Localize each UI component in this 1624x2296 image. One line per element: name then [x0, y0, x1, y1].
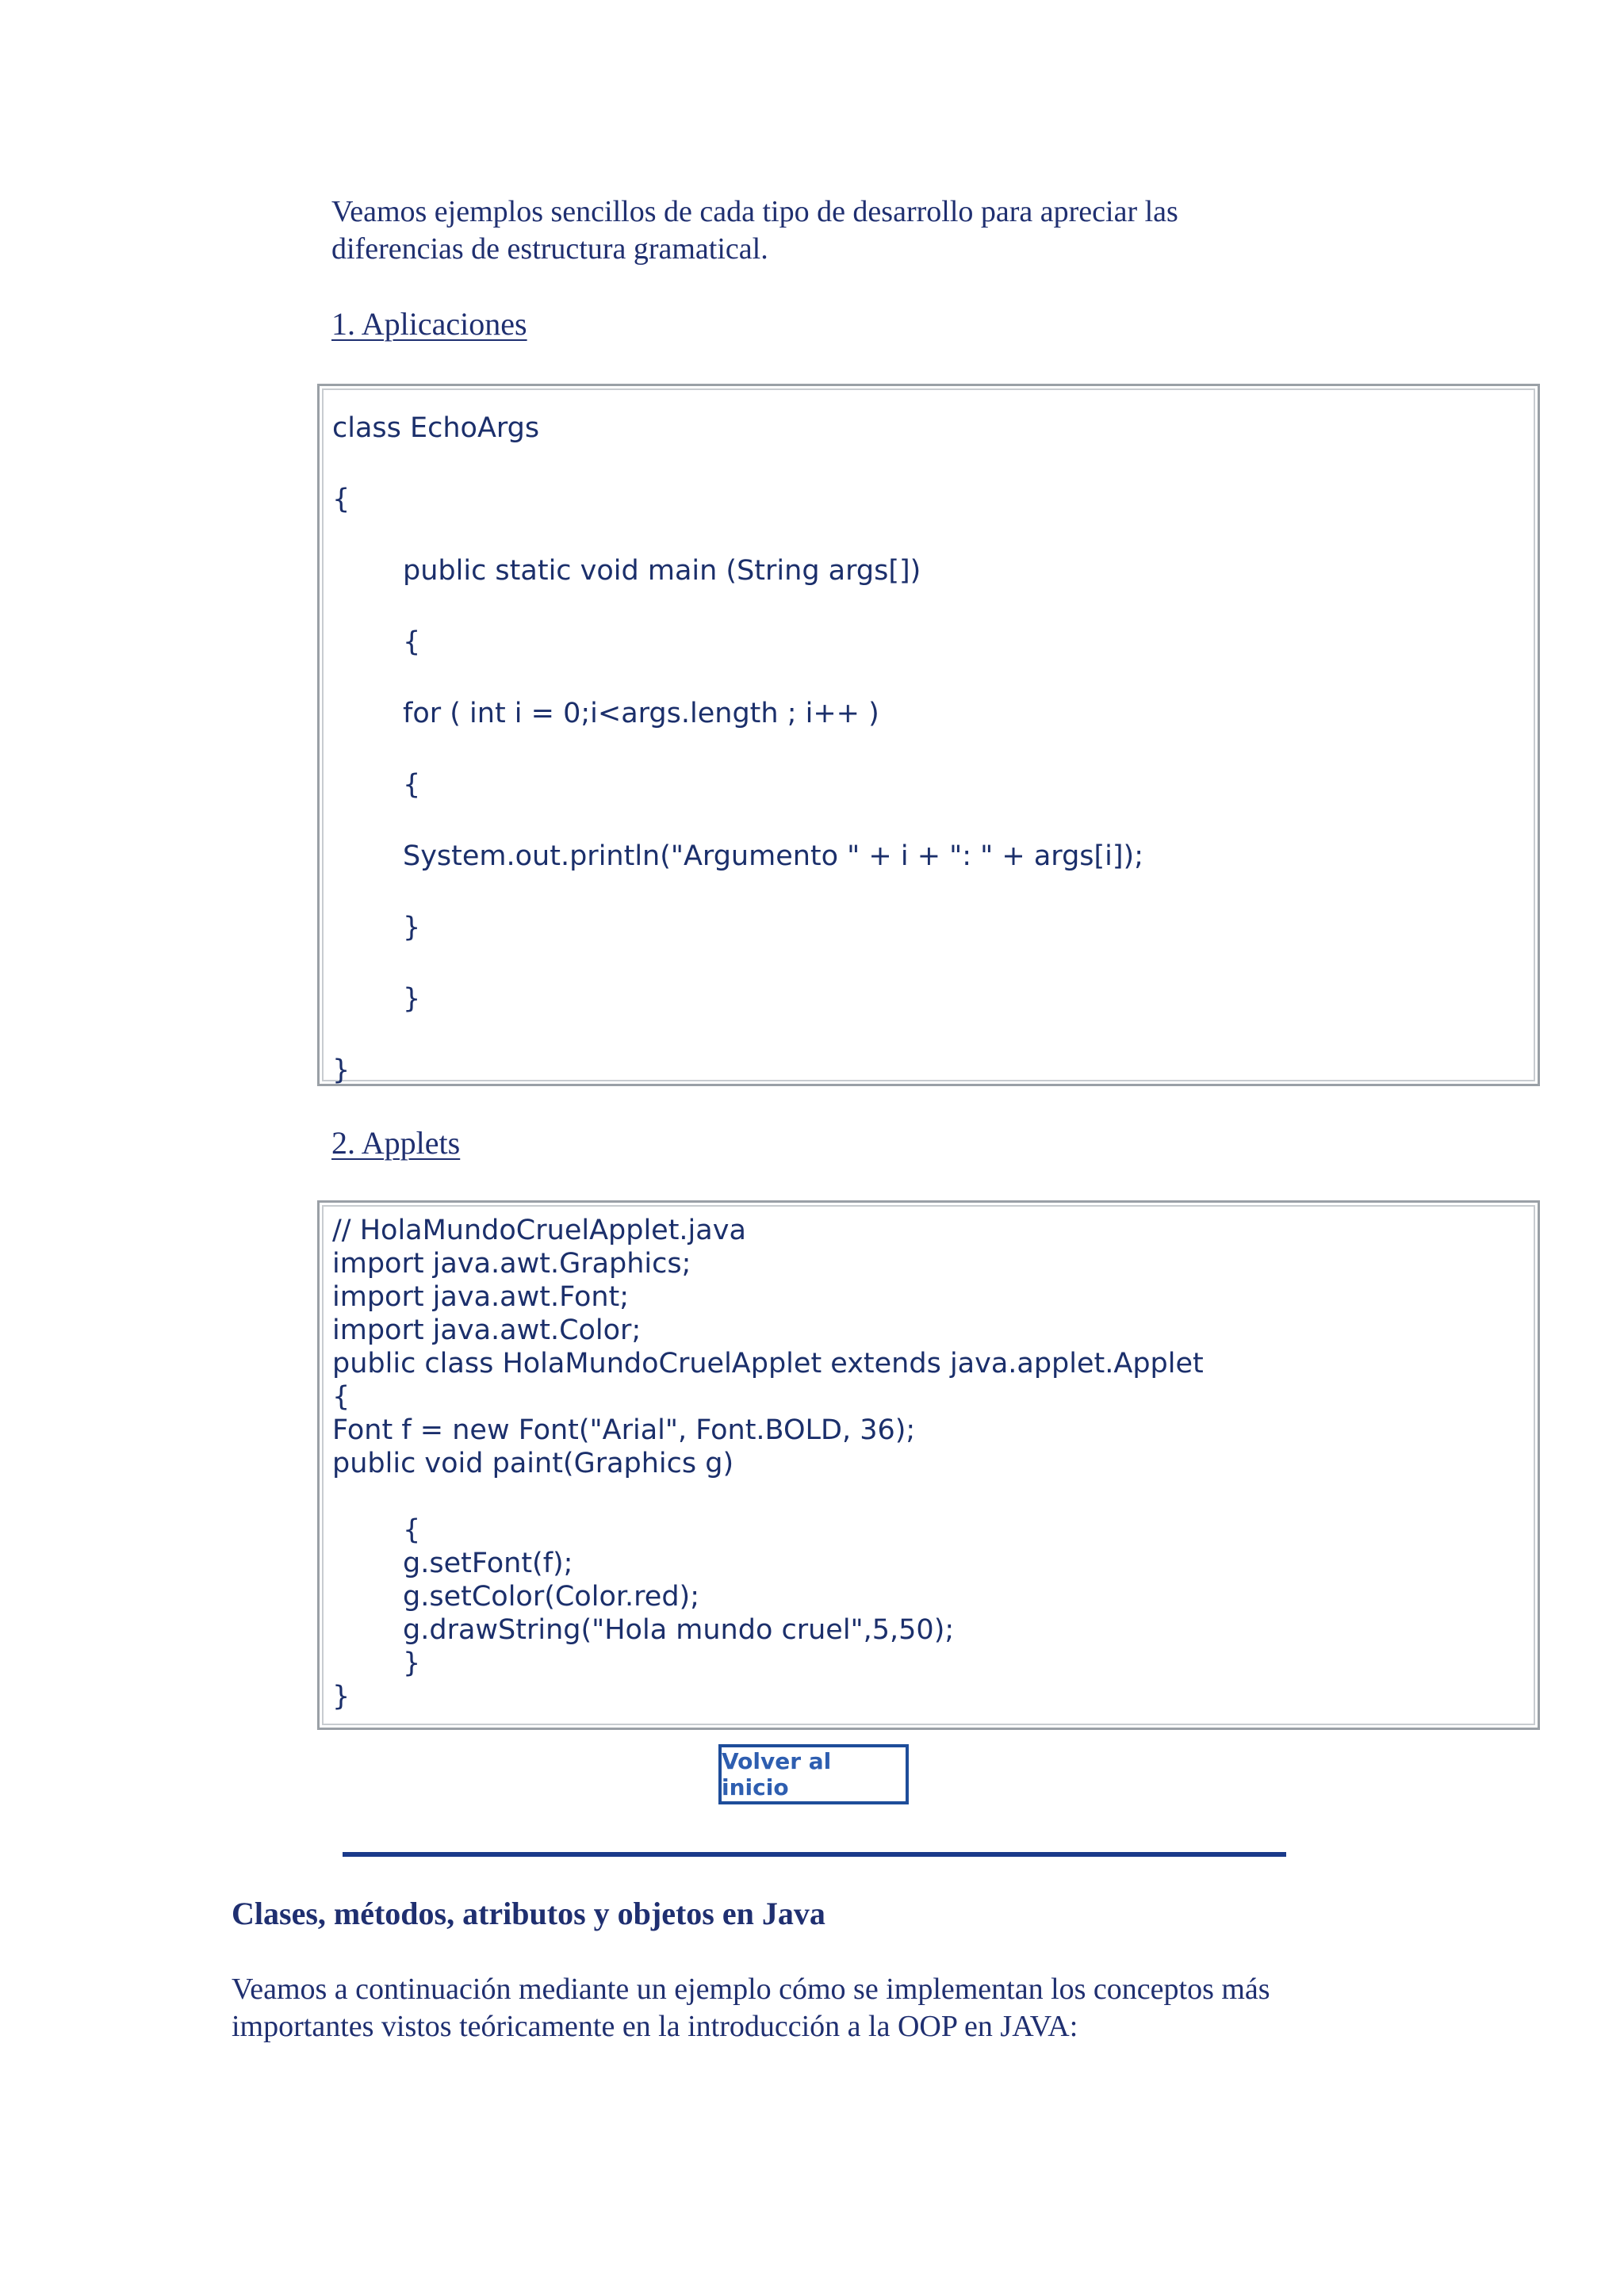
- intro-paragraph: [331, 193, 1362, 268]
- code-line: }: [332, 912, 421, 943]
- code-line: {: [332, 626, 421, 658]
- code-line: g.drawString("Hola mundo cruel",5,50);: [332, 1614, 955, 1646]
- section-heading: Clases, métodos, atributos y objetos en Java: [232, 1896, 825, 1931]
- outro-line-2: importantes vistos teóricamente en la introducción a la OOP en JAVA:: [232, 2010, 1078, 2043]
- code-line: public class HolaMundoCruelApplet extends java.applet.Applet: [332, 1348, 1204, 1380]
- intro-line-2: diferencias de estructura gramatical.: [331, 232, 768, 266]
- code-line: {: [332, 484, 350, 515]
- code-line: System.out.println("Argumento " + i + ": " + args[i]);: [332, 840, 1143, 872]
- outro-paragraph: [232, 1971, 1469, 2045]
- code-line: {: [332, 1514, 421, 1546]
- code-line: {: [332, 769, 421, 801]
- code-block-applets: [332, 1214, 1204, 1713]
- code-line: class EchoArgs: [332, 412, 540, 444]
- code-line: import java.awt.Graphics;: [332, 1248, 691, 1280]
- code-line: }: [332, 1681, 350, 1712]
- code-block-aplicaciones: [332, 392, 1143, 1106]
- code-line: public void paint(Graphics g): [332, 1448, 734, 1479]
- code-line: Font f = new Font("Arial", Font.BOLD, 36);: [332, 1414, 916, 1446]
- code-line: // HolaMundoCruelApplet.java: [332, 1215, 746, 1246]
- code-line: }: [332, 1647, 421, 1679]
- section-link-aplicaciones[interactable]: 1. Aplicaciones: [331, 306, 527, 342]
- intro-line-1: Veamos ejemplos sencillos de cada tipo de desarrollo para apreciar las: [331, 195, 1178, 228]
- back-to-top-label: Volver al inicio: [722, 1748, 832, 1800]
- horizontal-divider: [343, 1852, 1286, 1857]
- code-line: g.setFont(f);: [332, 1548, 573, 1579]
- section-link-applets[interactable]: 2. Applets: [331, 1125, 461, 1161]
- code-line: [332, 1480, 1204, 1513]
- code-line: }: [332, 1054, 350, 1086]
- code-box-aplicaciones: [317, 384, 1540, 1086]
- outro-line-1: Veamos a continuación mediante un ejemplo cómo se implementan los conceptos más: [232, 1973, 1270, 2006]
- back-to-top-button[interactable]: [718, 1744, 909, 1804]
- code-line: import java.awt.Color;: [332, 1314, 642, 1346]
- code-line: {: [332, 1381, 350, 1413]
- code-box-applets: [317, 1200, 1540, 1730]
- code-line: }: [332, 983, 421, 1015]
- code-line: public static void main (String args[]): [332, 555, 921, 587]
- code-line: for ( int i = 0;i<args.length ; i++ ): [332, 698, 879, 729]
- code-line: g.setColor(Color.red);: [332, 1581, 699, 1613]
- code-line: import java.awt.Font;: [332, 1281, 630, 1313]
